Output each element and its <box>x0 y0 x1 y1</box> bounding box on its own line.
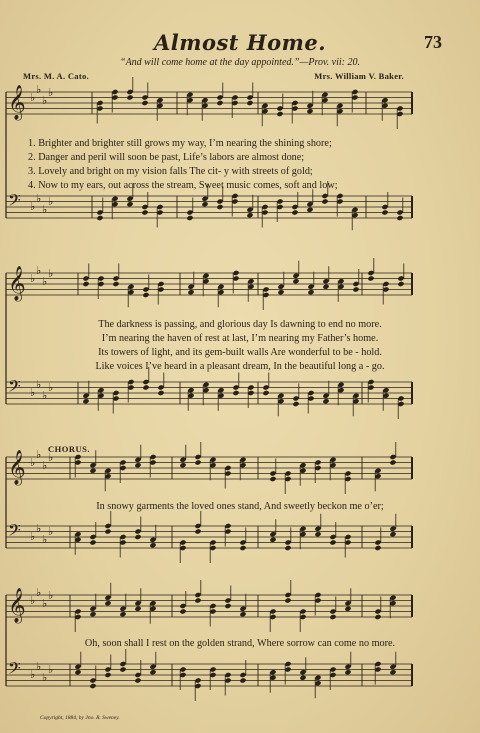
note-head <box>119 611 126 617</box>
bass-clef-icon: 𝄢 <box>8 658 21 682</box>
note-head <box>142 292 149 298</box>
note-head <box>194 459 201 465</box>
flat-icon: ♭ <box>30 457 36 469</box>
note-head <box>329 614 336 620</box>
note-head <box>352 286 359 292</box>
note-head <box>374 545 381 551</box>
note-head <box>284 597 291 603</box>
note-head <box>269 537 276 543</box>
note-head <box>89 468 96 474</box>
treble-clef-icon: 𝄞 <box>8 450 26 485</box>
note-head <box>389 531 396 537</box>
note-head <box>134 462 141 468</box>
note-head <box>306 207 313 213</box>
note-head <box>89 683 96 689</box>
note-head <box>157 390 164 396</box>
note-head <box>239 611 246 617</box>
note-head <box>277 289 284 295</box>
bass-clef-icon: 𝄢 <box>8 190 21 214</box>
bass-clef-icon: 𝄢 <box>8 520 21 544</box>
flat-icon: ♭ <box>42 204 48 216</box>
note-head <box>292 278 299 284</box>
note-head <box>134 677 141 683</box>
note-head <box>322 284 329 290</box>
note-head <box>276 111 283 117</box>
note-head <box>74 669 81 675</box>
note-head <box>232 390 239 396</box>
note-head <box>194 597 201 603</box>
hymn-title: Almost Home. <box>153 30 327 55</box>
flat-icon: ♭ <box>36 84 42 96</box>
verse-line-3: 3. Lovely and bright on my vision falls The cit- y with streets of gold; <box>28 166 313 177</box>
verse-continuation-3: Its towers of light, and its gem-built walls Are wonderful to be - hold. <box>98 347 382 358</box>
flat-icon: ♭ <box>30 531 36 543</box>
note-head <box>104 672 111 678</box>
note-head <box>246 100 253 106</box>
note-head <box>322 398 329 404</box>
note-head <box>141 100 148 106</box>
note-head <box>89 539 96 545</box>
note-head <box>224 603 231 609</box>
bass-staff <box>6 511 412 563</box>
note-head <box>119 666 126 672</box>
chorus-line-2: Oh, soon shall I rest on the golden strand, Where sorrow can come no more. <box>84 638 396 649</box>
verse-continuation-4: Like voices I’ve heard in a pleasant dream, In the beautiful long a - go. <box>95 361 385 372</box>
flat-icon: ♭ <box>30 595 36 607</box>
flat-icon: ♭ <box>36 661 42 673</box>
note-head <box>344 669 351 675</box>
note-head <box>201 201 208 207</box>
note-head <box>239 545 246 551</box>
note-head <box>126 94 133 100</box>
composer-credit: Mrs. William V. Baker. <box>314 71 404 81</box>
flat-icon: ♭ <box>30 92 36 104</box>
flat-icon: ♭ <box>48 196 54 208</box>
note-head <box>321 198 328 204</box>
note-head <box>396 215 403 221</box>
flat-icon: ♭ <box>48 590 54 602</box>
note-head <box>142 384 149 390</box>
note-head <box>141 209 148 215</box>
flat-icon: ♭ <box>30 273 36 285</box>
scripture-epigraph: “And will come home at the day appointed.”—Prov. vii: 20. <box>120 57 360 68</box>
note-head <box>389 459 396 465</box>
treble-clef-icon: 𝄞 <box>8 266 26 301</box>
flat-icon: ♭ <box>36 379 42 391</box>
verse-line-1: 1. Brighter and brighter still grows my way, I’m nearing the shining shore; <box>28 138 332 149</box>
note-head <box>179 608 186 614</box>
note-head <box>112 281 119 287</box>
flat-icon: ♭ <box>30 669 36 681</box>
flat-icon: ♭ <box>36 449 42 461</box>
bass-staff <box>6 649 412 701</box>
note-head <box>179 462 186 468</box>
note-head <box>239 677 246 683</box>
flat-icon: ♭ <box>42 598 48 610</box>
verse-continuation-1: The darkness is passing, and glorious day Is dawning to end no more. <box>98 319 382 330</box>
note-head <box>381 209 388 215</box>
flat-icon: ♭ <box>42 95 48 107</box>
treble-clef-icon: 𝄞 <box>8 588 26 623</box>
treble-staff <box>6 580 412 686</box>
note-head <box>307 289 314 295</box>
chorus-label: CHORUS. <box>48 444 90 454</box>
flat-icon: ♭ <box>48 664 54 676</box>
flat-icon: ♭ <box>36 523 42 535</box>
note-head <box>104 600 111 606</box>
note-head <box>126 201 133 207</box>
treble-staff <box>6 442 412 548</box>
note-head <box>104 528 111 534</box>
note-head <box>96 215 103 221</box>
verse-line-2: 2. Danger and peril will soon be past, Life’s labors are almost done; <box>28 152 305 163</box>
note-head <box>344 606 351 612</box>
flat-icon: ♭ <box>30 201 36 213</box>
note-head <box>269 476 276 482</box>
bass-clef-icon: 𝄢 <box>8 376 21 400</box>
note-head <box>262 390 269 396</box>
copyright-notice: Copyright, 1884, by Jno. R. Sweney. <box>40 715 120 721</box>
note-head <box>194 528 201 534</box>
bass-staff <box>6 367 412 419</box>
flat-icon: ♭ <box>42 672 48 684</box>
note-head <box>149 542 156 548</box>
note-head <box>314 531 321 537</box>
flat-icon: ♭ <box>36 193 42 205</box>
note-head <box>82 281 89 287</box>
flat-icon: ♭ <box>36 587 42 599</box>
flat-icon: ♭ <box>42 390 48 402</box>
note-head <box>187 289 194 295</box>
verse-line-4: 4. Now to my ears, out across the stream, Sweet music comes, soft and low; <box>28 180 338 191</box>
note-head <box>82 398 89 404</box>
note-head <box>186 215 193 221</box>
verse-continuation-2: I’m nearing the haven of rest at last, I’m nearing my Father’s home. <box>101 333 379 344</box>
note-head <box>216 204 223 210</box>
note-head <box>89 611 96 617</box>
note-head <box>284 545 291 551</box>
note-head <box>246 212 253 218</box>
flat-icon: ♭ <box>48 526 54 538</box>
lyricist-credit: Mrs. M. A. Cato. <box>23 71 89 81</box>
note-head <box>367 275 374 281</box>
flat-icon: ♭ <box>48 87 54 99</box>
flat-icon: ♭ <box>30 387 36 399</box>
note-head <box>374 614 381 620</box>
chorus-line-1: In snowy garments the loved ones stand, And sweetly beckon me o’er; <box>96 501 384 512</box>
flat-icon: ♭ <box>48 268 54 280</box>
note-head <box>306 108 313 114</box>
note-head <box>216 100 223 106</box>
flat-icon: ♭ <box>48 452 54 464</box>
note-head <box>397 281 404 287</box>
page-number: 73 <box>424 32 442 52</box>
treble-clef-icon: 𝄞 <box>8 85 26 120</box>
note-head <box>291 209 298 215</box>
note-head <box>299 675 306 681</box>
flat-icon: ♭ <box>42 276 48 288</box>
note-head <box>389 669 396 675</box>
note-head <box>134 534 141 540</box>
flat-icon: ♭ <box>48 382 54 394</box>
note-head <box>134 606 141 612</box>
note-head <box>292 401 299 407</box>
note-head <box>329 539 336 545</box>
flat-icon: ♭ <box>36 265 42 277</box>
flat-icon: ♭ <box>42 460 48 472</box>
flat-icon: ♭ <box>42 534 48 546</box>
note-head <box>149 669 156 675</box>
